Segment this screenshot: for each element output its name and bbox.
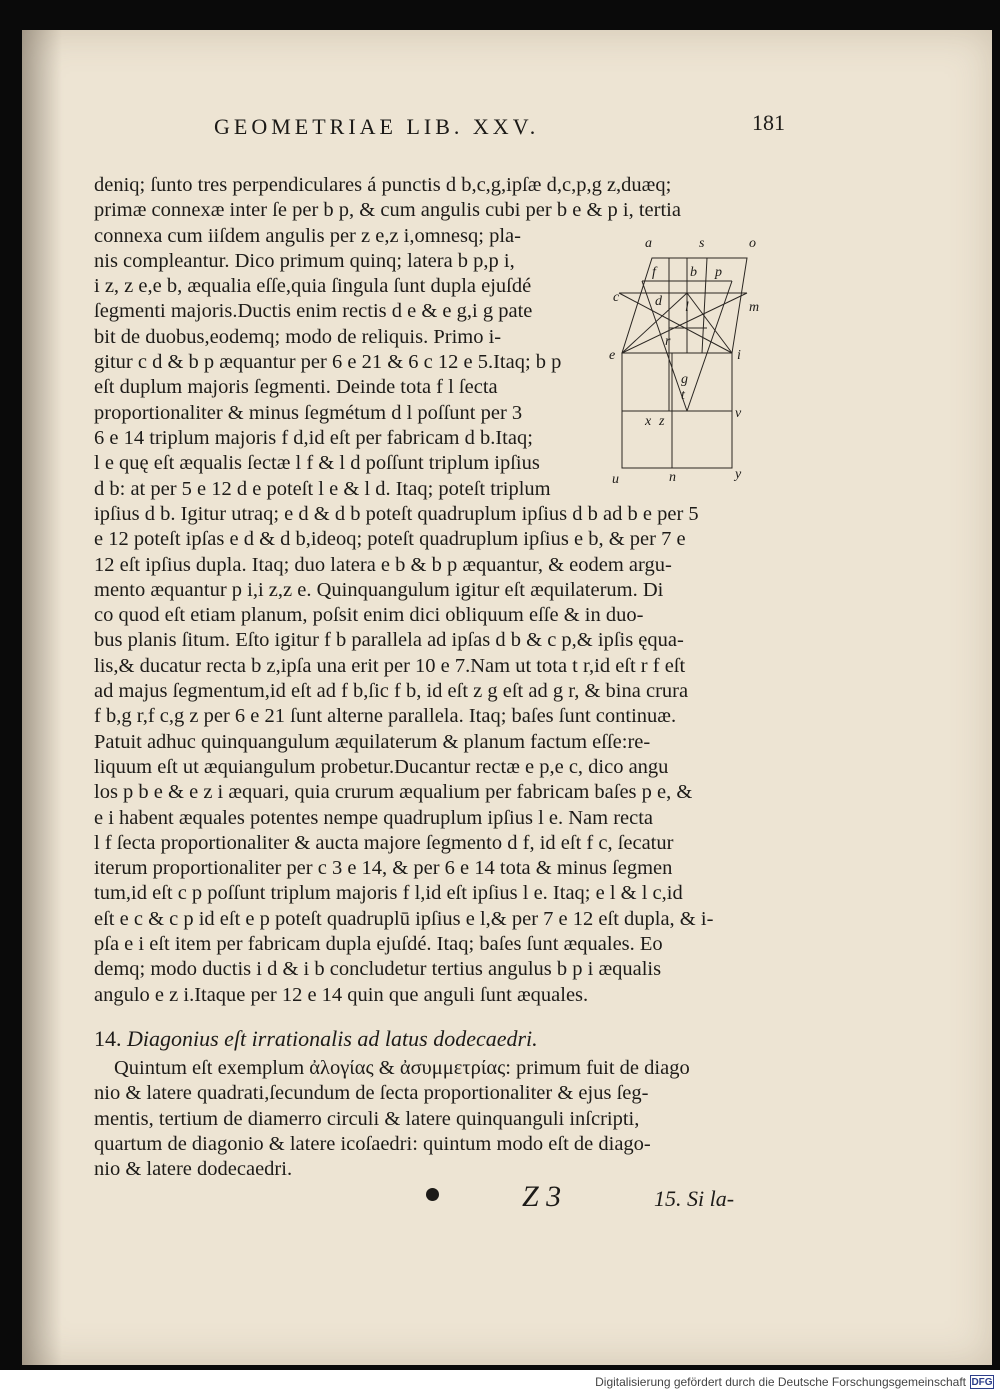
text-line: quartum de diagonio & latere icoſaedri: quintum modo eſt de diago- [94,1132,651,1155]
book-page [22,30,992,1365]
text-line: bus planis ſitum. Eſto igitur f b parallela ad ipſas d b & c p,& ipſis ęqua- [94,629,684,652]
figure-label: y [735,467,742,482]
figure-label: b [690,265,697,280]
section-number: 14. [94,1026,122,1051]
figure-label: u [612,472,619,483]
body-text-paragraph-2 [94,1056,690,1182]
dodecahedron-construction-figure [607,233,767,483]
text-line: e 12 poteſt ipſas e d & d b,ideoq; poteſt quadruplum ipſius e b, & per 7 e [94,528,686,551]
text-line: mentis, tertium de diamerro circuli & latere quinquanguli inſcripti, [94,1107,640,1130]
page-number: 181 [752,110,785,135]
text-line: demq; modo ductis i d & i b concludetur tertius angulus b p i æqualis [94,958,662,981]
text-line: gitur c d & b p æquantur per 6 e 21 & 6 c 12 e 5.Itaq; b p [94,351,562,374]
text-line: 12 eſt ipſius dupla. Itaq; duo latera e b & b p æquantur, & eodem argu- [94,553,672,576]
text-line: proportionaliter & minus ſegmétum d l poſſunt per 3 [94,401,523,424]
text-line: i z, z e,e b, æqualia eſſe,quia ſingula ſunt dupla ejuſdé [94,275,532,298]
figure-line [687,281,732,411]
figure-label: g [681,372,688,387]
running-head: GEOMETRIAE LIB. XXV. [214,114,540,139]
text-line: pſa e i eſt item per fabricam dupla ejuſdé. Itaq; baſes ſunt æquales. Eo [94,933,663,956]
catchword: 15. Si la- [654,1186,735,1211]
figure-label: e [609,348,616,363]
figure-label: i [737,348,741,363]
text-line: co quod eſt etiam planum, poſsit enim dici obliquum eſſe & in duo- [94,604,644,627]
text-line: lis,& ducatur recta b z,ipſa una erit per 10 e 7.Nam ut tota t r,id eſt r f eſt [94,654,686,677]
body-text-beside-figure [94,224,561,502]
text-line: bit de duobus,eodemq; modo de reliquis. Primo i- [94,325,502,348]
text-line: angulo e z i.Itaque per 12 e 14 quin que anguli ſunt æquales. [94,983,589,1006]
signature-mark: Z 3 [522,1180,562,1213]
figure-line [619,293,732,353]
text-line: f b,g r,f c,g z per 6 e 21 ſunt alterne parallela. Itaq; baſes ſunt continuæ. [94,705,677,728]
text-line: liquum eſt ut æquiangulum probetur.Ducantur rectæ e p,e c, dico angu [94,755,669,778]
body-text-top [94,173,681,224]
text-line: 6 e 14 triplum majoris f d,id eſt per fabricam d b.Itaq; [94,426,533,449]
figure-label: t [681,388,685,403]
text-line: primæ connexæ inter ſe per b p, & cum angulis cubi per b e & p i, tertia [94,199,681,222]
figure-label: d [655,294,662,309]
figure-label: z [659,414,665,429]
figure-label: a [645,236,652,251]
text-line: Quintum eſt exemplum ἀλογίας & ἀσυμμετρίας: primum fuit de diago [114,1057,690,1079]
figure-label: r [665,334,671,349]
text-line: iterum proportionaliter per c 3 e 14, & per 6 e 14 tota & minus ſegmen [94,857,673,880]
page-footer [22,1180,992,1220]
text-line: nio & latere quadrati,ſecundum de ſecta proportionaliter & ejus ſeg- [94,1082,649,1105]
page-gutter-shadow [22,30,62,1365]
figure-label: x [645,414,652,429]
text-line: l e quę eſt æqualis ſectæ l f & l d poſſunt triplum ipſius [94,452,540,475]
figure-label: v [735,406,742,421]
figure-label: p [715,265,722,280]
text-line: mento æquantur p i,i z,z e. Quinquangulum igitur eſt æquilaterum. Di [94,578,664,601]
figure-label: c [613,290,620,305]
text-line: l f ſecta proportionaliter & aucta majore ſegmento d f, id eſt f c, ſecatur [94,831,674,854]
figure-label: n [669,470,676,483]
text-line: ad majus ſegmentum,id eſt ad f b,ſic f b, id eſt z g eſt ad g r, & bina crura [94,680,689,703]
figure-label: o [749,236,756,251]
digitization-credit-bar [0,1370,1000,1395]
text-line: los p b e & e z i æquari, quia crurum æqualium per fabricam baſes p e, & [94,781,693,804]
figure-label: f [652,265,656,280]
dfg-logo-icon: DFG [971,1377,993,1388]
digitization-credit: Digitalisierung gefördert durch die Deutsche Forschungsgemeinschaft [595,1375,966,1389]
text-line: e i habent æquales potentes nempe quadruplum ipſius l e. Nam recta [94,806,654,829]
text-line: d b: at per 5 e 12 d e poteſt l e & l d. Itaq; poteſt triplum [94,477,551,500]
section-title: Diagonius eſt irrationalis ad latus dodecaedri. [127,1026,538,1051]
text-line: Patuit adhuc quinquangulum æquilaterum & planum factum eſſe:re- [94,730,651,753]
ink-dot-icon [426,1188,439,1201]
section-heading [94,1026,538,1052]
text-line: connexa cum iiſdem angulis per z e,z i,omnesq; pla- [94,224,521,247]
figure-label: l [685,300,689,315]
text-line: ipſius d b. Igitur utraq; e d & d b poteſt quadruplum ipſius d b ad b e per 5 [94,503,699,525]
text-line: nis compleantur. Dico primum quinq; latera b p,p i, [94,249,515,272]
figure-label: s [699,236,705,251]
figure-label: m [749,300,760,315]
text-line: deniq; ſunto tres perpendiculares á punctis d b,c,g,ipſæ d,c,p,g z,duæq; [94,174,672,196]
text-line: eſt duplum majoris ſegmenti. Deinde tota f l ſecta [94,376,498,399]
text-line: nio & latere dodecaedri. [94,1158,293,1181]
text-line: eſt e c & c p id eſt e p poteſt quadruplū ipſius e l,& per 7 e 12 eſt dupla, & i- [94,907,714,930]
text-line: ſegmenti majoris.Ductis enim rectis d e & e g,i g pate [94,300,533,323]
text-line: tum,id eſt c p poſſunt triplum majoris f l,id eſt ipſius l e. Itaq; e l & l c,id [94,882,683,905]
body-text-bottom [94,502,713,1008]
